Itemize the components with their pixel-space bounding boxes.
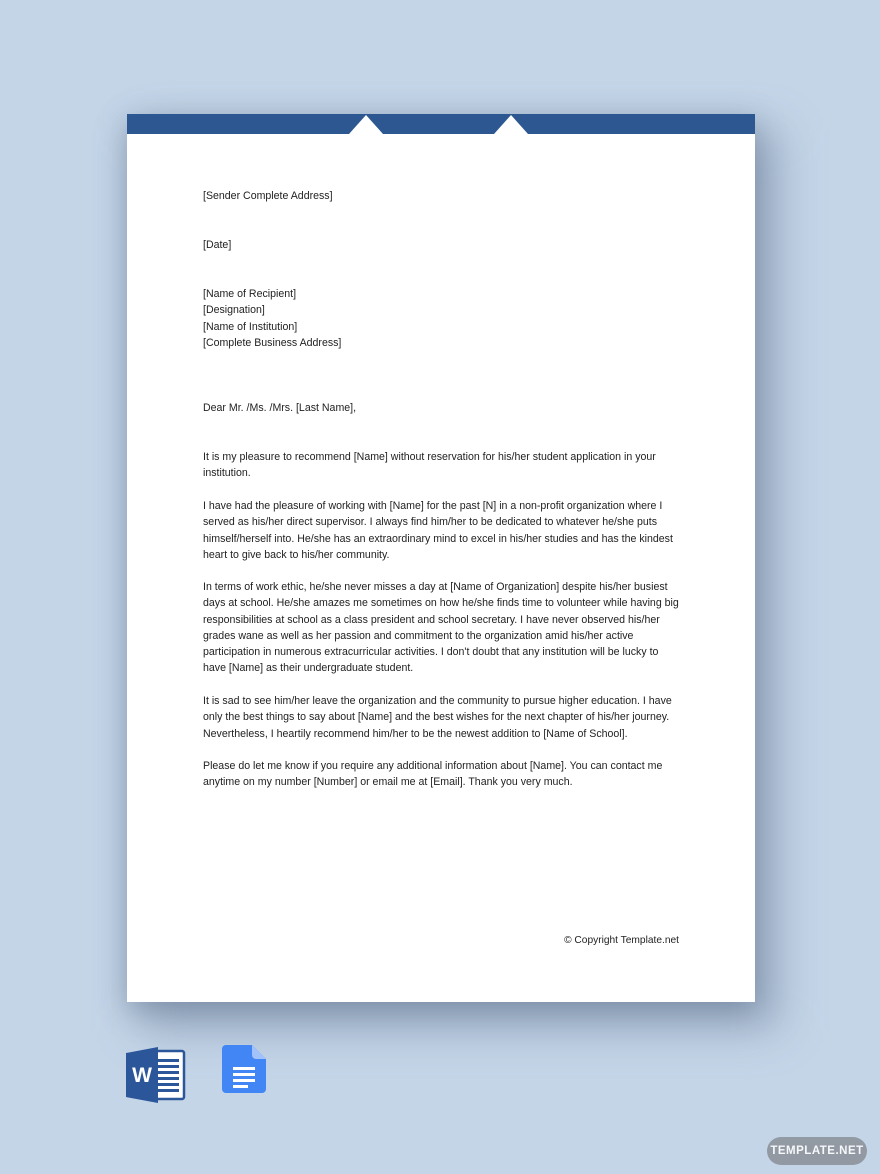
recipient-block (203, 286, 683, 351)
paragraph-3: In terms of work ethic, he/she never misses a day at [Name of Organization] despite his/her busiest days at school. He/she amazes me sometimes on how he/she finds time to volunteer while having big responsibilities at school as a class president and school secretary. I have never observed his/her grades wane as well as her passion and commitment to the organization amid his/her active participation in numerous extracurricular activities. I don't doubt that any institution will be lucky to have [Name] as their undergraduate student. (203, 581, 679, 675)
copyright-notice: © Copyright Template.net (564, 935, 679, 946)
letter-date: [Date] (203, 239, 232, 251)
paragraph-1: It is my pleasure to recommend [Name] without reservation for his/her student application in your institution. (203, 451, 656, 480)
document-page (127, 114, 755, 1002)
paragraph-5: Please do let me know if you require any additional information about [Name]. You can contact me anytime on my number [Number] or email me at [Email]. Thank you very much. (203, 760, 663, 789)
recipient-institution: [Name of Institution] (203, 320, 298, 333)
microsoft-word-icon[interactable] (126, 1047, 186, 1103)
recipient-designation: [Designation] (203, 304, 265, 317)
salutation: Dear Mr. /Ms. /Mrs. [Last Name], (203, 402, 357, 414)
brand-watermark: TEMPLATE.NET (767, 1137, 867, 1165)
google-docs-icon[interactable] (222, 1045, 266, 1093)
recipient-address: [Complete Business Address] (203, 336, 342, 349)
sender-address: [Sender Complete Address] (203, 190, 333, 202)
paragraph-2: I have had the pleasure of working with [Name] for the past [N] in a non-profit organization where I served as his/her direct supervisor. I always find him/her to be dedicated to whatever he/she puts himself/herself into. He/she has an extraordinary mind to excel in his/her studies and has the kindest heart to give back to his/her community. (203, 500, 673, 561)
recipient-name: [Name of Recipient] (203, 288, 297, 300)
header-band (127, 114, 755, 134)
paragraph-4: It is sad to see him/her leave the organization and the community to pursue higher education. I have only the best things to say about [Name] and the best wishes for the next chapter of his/her journey. Nevertheless, I heartily recommend him/her to be the newest addition to [Name of School]. (203, 695, 672, 740)
word-letter: W (132, 1064, 152, 1087)
